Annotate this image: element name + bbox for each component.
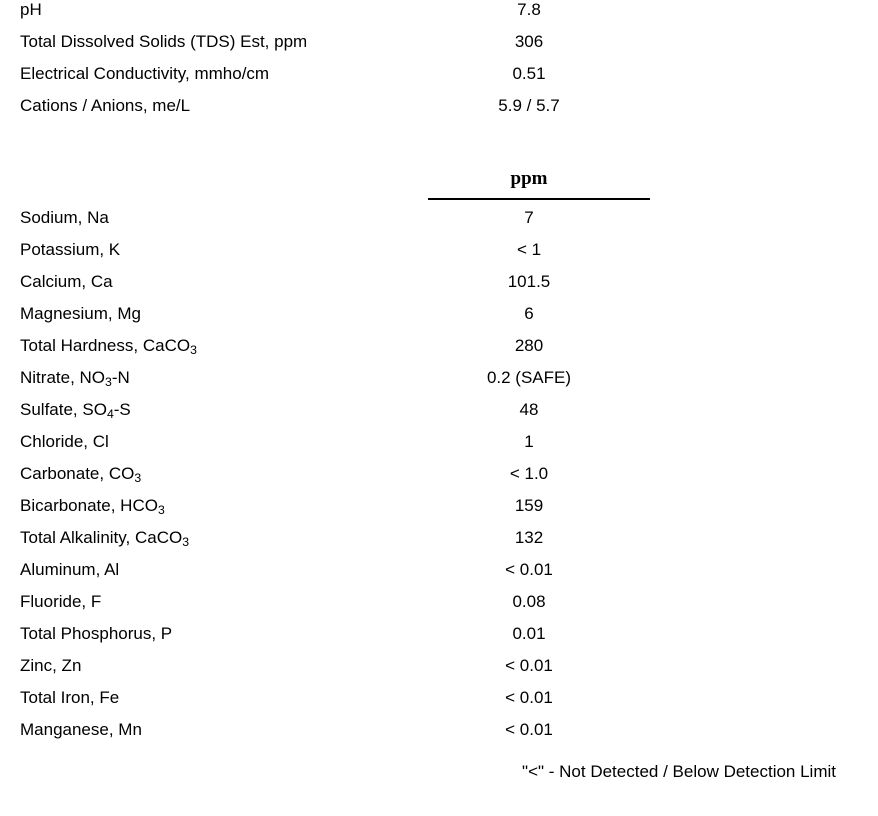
row-label: Total Phosphorus, P [20, 624, 173, 643]
detection-limit-note: "<" - Not Detected / Below Detection Limit [522, 762, 836, 781]
row-label: Magnesium, Mg [20, 304, 141, 323]
row-value: 280 [514, 336, 544, 355]
row-label: Carbonate, $CO_3$ [20, 464, 142, 486]
row-value: 6 [524, 304, 534, 323]
table-row [0, 0, 878, 32]
row-value: < 1.0 [509, 464, 549, 483]
table-row [0, 240, 878, 272]
table-row [0, 96, 878, 128]
row-value: 132 [514, 528, 544, 547]
row-label: Fluoride, F [20, 592, 102, 611]
table-row [0, 656, 878, 688]
section-spacer [0, 128, 878, 168]
row-value: 0.2 (SAFE) [486, 368, 572, 387]
table-row [0, 368, 878, 400]
row-value: 1 [524, 432, 534, 451]
row-label: Sulfate, $SO_4-S$ [20, 400, 131, 422]
table-row [0, 336, 878, 368]
row-label: Potassium, K [20, 240, 121, 259]
row-label: Total Dissolved Solids (TDS) Est, ppm [20, 32, 308, 51]
row-value: 306 [514, 32, 544, 51]
table-row [0, 272, 878, 304]
row-label: Cations / Anions, me/L [20, 96, 191, 115]
row-value: < 0.01 [505, 688, 553, 707]
row-label: Zinc, Zn [20, 656, 82, 675]
table-row [0, 304, 878, 336]
row-label: Electrical Conductivity, mmho/cm [20, 64, 270, 83]
row-label: Bicarbonate, $HCO_3$ [20, 496, 165, 518]
table-row [0, 208, 878, 240]
table-row [0, 64, 878, 96]
table-row [0, 432, 878, 464]
table-row [0, 464, 878, 496]
row-value: 0.08 [512, 592, 546, 611]
row-value: 0.01 [512, 624, 546, 643]
row-label: Aluminum, Al [20, 560, 120, 579]
row-label: Total Iron, Fe [20, 688, 120, 707]
analyte-section [0, 208, 878, 752]
table-row [0, 624, 878, 656]
row-value: 7 [524, 208, 534, 227]
row-value: 101.5 [507, 272, 551, 291]
table-row [0, 496, 878, 528]
unit-header-label: ppm [510, 168, 548, 189]
row-label: pH [20, 0, 42, 19]
row-label: Manganese, Mn [20, 720, 142, 739]
table-row [0, 688, 878, 720]
row-label: Chloride, Cl [20, 432, 109, 451]
row-label: Sodium, Na [20, 208, 109, 227]
table-row [0, 592, 878, 624]
header-divider [428, 198, 650, 200]
row-value: < 0.01 [505, 720, 553, 739]
row-label: Calcium, Ca [20, 272, 113, 291]
row-value: < 1 [516, 240, 542, 259]
unit-header-row [0, 168, 878, 196]
row-value: < 0.01 [505, 560, 553, 579]
row-label: Total Alkalinity, CaCO$_3$ [20, 528, 190, 550]
table-row [0, 560, 878, 592]
table-row [0, 528, 878, 560]
row-label: Nitrate, $NO_3-N$ [20, 368, 130, 390]
row-value: 5.9 / 5.7 [498, 96, 560, 115]
row-value: 0.51 [512, 64, 546, 83]
table-row [0, 400, 878, 432]
row-value: 48 [519, 400, 539, 419]
row-label: Total Hardness, CaCO$_3$ [20, 336, 197, 358]
table-row [0, 32, 878, 64]
row-value: 159 [514, 496, 544, 515]
table-row [0, 720, 878, 752]
row-value: < 0.01 [505, 656, 553, 675]
row-value: 7.8 [517, 0, 541, 19]
summary-section [0, 0, 878, 128]
